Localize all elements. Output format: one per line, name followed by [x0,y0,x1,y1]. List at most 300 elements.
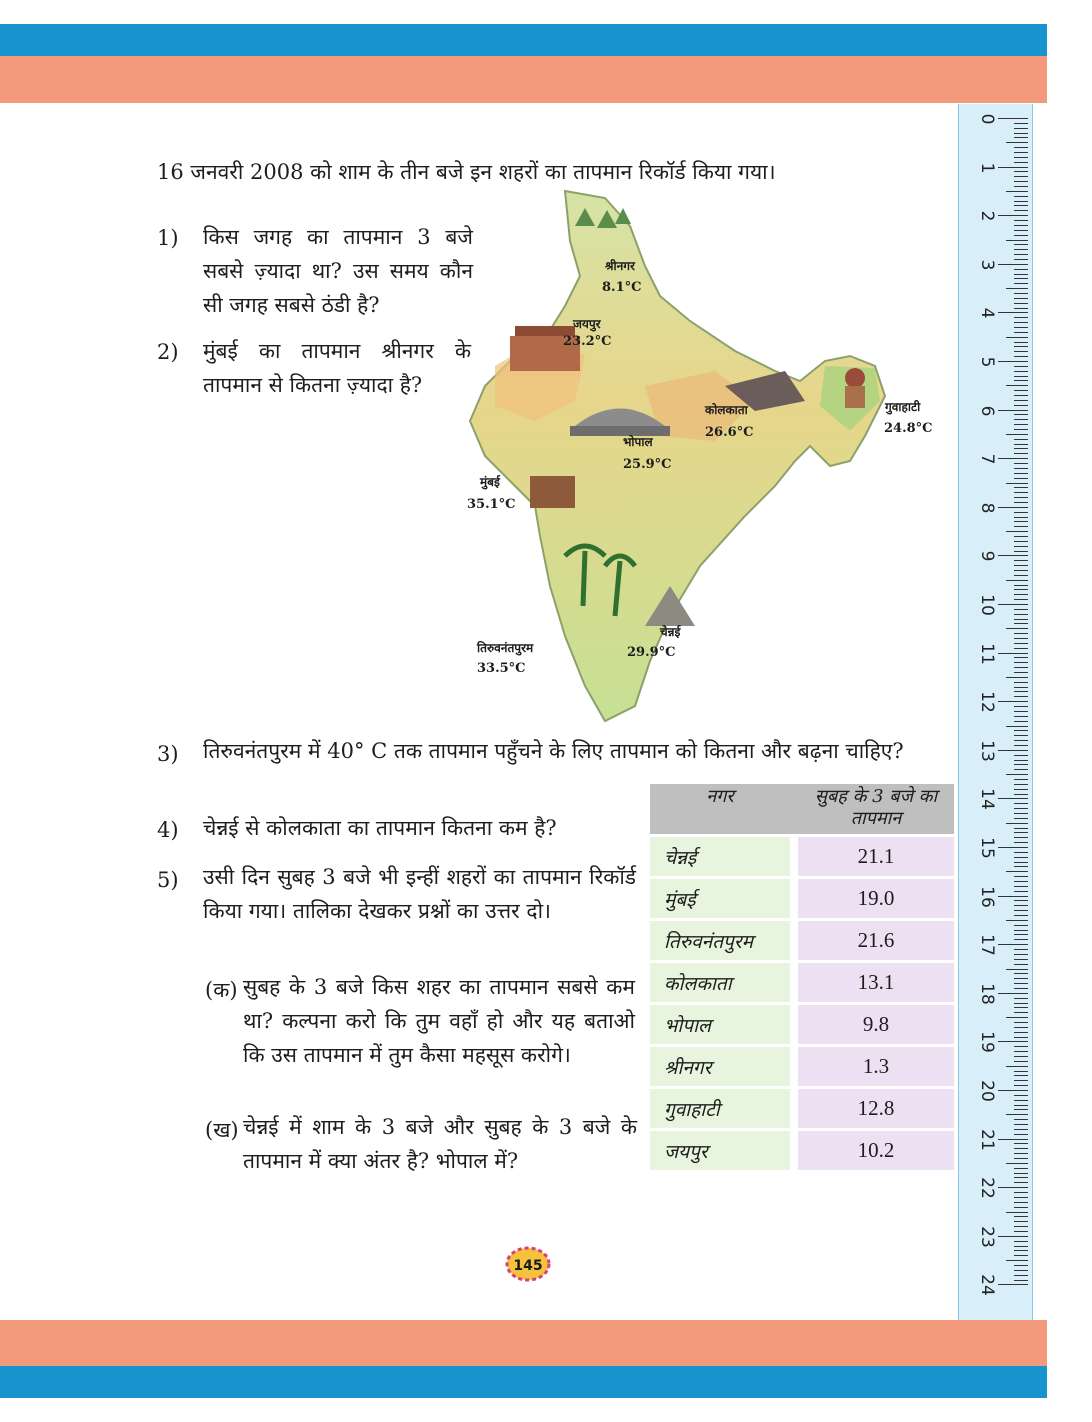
ruler-tick [1014,930,1028,931]
ruler-tick [1014,1197,1028,1198]
ruler-number: 7 [977,453,997,465]
page-number: 145 [513,1258,543,1274]
ruler-tick [1014,915,1028,916]
ruler-tick [1014,706,1028,707]
ruler-tick [1014,380,1028,381]
map-temp-guwahati: 24.8°C [884,421,933,436]
ruler-tick [1014,565,1028,566]
question-4-text: चेन्नई से कोलकाता का तापमान कितना कम है? [203,816,557,840]
ruler-tick [1014,1168,1028,1169]
ruler-tick [998,1187,1028,1188]
ruler-tick [1014,638,1028,639]
ruler-tick [1014,905,1028,906]
ruler-tick [1014,560,1028,561]
ruler-tick [1014,181,1028,182]
ruler-tick [1014,424,1028,425]
ruler-number: 18 [977,982,997,1005]
ruler-tick [1006,434,1028,435]
ruler-tick [1014,866,1028,867]
ruler-tick [1014,1177,1028,1178]
table-cell-temp: 10.2 [798,1131,954,1170]
ruler-tick [1014,254,1028,255]
ruler-tick [1006,628,1028,629]
ruler-tick [1014,779,1028,780]
ruler-tick [1014,842,1028,843]
ruler-tick [1014,1124,1028,1125]
ruler-number: 17 [977,934,997,956]
ruler-tick [1014,429,1028,430]
ruler-tick [998,118,1028,119]
ruler-tick [1014,1071,1028,1072]
ruler-tick [1014,1061,1028,1062]
ruler-tick [1014,1134,1028,1135]
ruler-tick [998,701,1028,702]
ruler-tick [1014,657,1028,658]
ruler-tick [1014,716,1028,717]
ruler-tick [1014,235,1028,236]
map-temp-chennai: 29.9°C [627,645,676,660]
morning-temperature-table [650,781,954,1173]
ruler-number: 19 [977,1031,997,1054]
ruler-tick [1014,308,1028,309]
ruler-tick [1014,1037,1028,1038]
ruler-tick [1014,959,1028,960]
ruler-tick [1006,774,1028,775]
ruler-tick [1014,278,1028,279]
ruler-number: 6 [977,405,997,416]
ruler-tick [1014,760,1028,761]
ruler-tick [1006,969,1028,970]
table-row [650,963,954,1002]
ruler-tick [1014,818,1028,819]
ruler-tick [1014,1265,1028,1266]
ruler-tick [1014,721,1028,722]
ruler-tick [1014,1095,1028,1096]
ruler-tick [1014,376,1028,377]
ruler-tick [1014,371,1028,372]
ruler-number: 12 [977,691,997,713]
ruler-tick [1014,828,1028,829]
side-ruler [958,104,1033,1320]
ruler-tick [1014,633,1028,634]
subquestion-kha-label: (ख) [205,1118,239,1142]
ruler-tick [1014,1027,1028,1028]
top-salmon-band [0,56,1047,103]
ruler-tick [1014,609,1028,610]
table-cell-temp: 9.8 [798,1005,954,1044]
ruler-tick [1014,978,1028,979]
map-temp-kolkata: 26.6°C [705,425,754,440]
ruler-tick [998,215,1028,216]
map-temp-srinagar: 8.1°C [602,280,642,295]
ruler-tick [1014,128,1028,129]
ruler-number: 2 [977,210,997,222]
ruler-tick [1014,521,1028,522]
ruler-tick [1014,784,1028,785]
ruler-tick [1014,769,1028,770]
ruler-tick [1014,342,1028,343]
ruler-tick [998,361,1028,362]
ruler-tick [1014,1143,1028,1144]
table-cell-city: कोलकाता [650,963,790,1002]
subquestion-kha-text: चेन्नई में शाम के 3 बजे और सुबह के 3 बजे के तापमान में क्या अंतर है? भोपाल में? [243,1115,637,1173]
ruler-number: 8 [977,502,997,514]
ruler-tick [1014,133,1028,134]
ruler-tick [1014,1100,1028,1101]
ruler-tick [1014,939,1028,940]
question-5-text: उसी दिन सुबह 3 बजे भी इन्हीं शहरों का तापमान रिकॉर्ड किया गया। तालिका देखकर प्रश्नों का उत्तर दो। [203,865,636,923]
ruler-tick [1014,973,1028,974]
ruler-tick [998,1041,1028,1042]
ruler-tick [1006,1163,1028,1164]
ruler-tick [1014,1051,1028,1052]
ruler-tick [1014,643,1028,644]
ruler-tick [998,410,1028,411]
ruler-tick [1014,162,1028,163]
table-cell-city: भोपाल [650,1005,790,1044]
table-row [650,921,954,960]
ruler-tick [1014,891,1028,892]
ruler-tick [1006,1066,1028,1067]
ruler-tick [1014,570,1028,571]
table-cell-city: चेन्नई [650,837,790,876]
ruler-tick [1014,711,1028,712]
ruler-tick [998,993,1028,994]
map-city-srinagar: श्रीनगर [605,259,635,273]
ruler-tick [1014,298,1028,299]
ruler-tick [1014,813,1028,814]
ruler-tick [1014,478,1028,479]
ruler-tick [1006,531,1028,532]
table-header-temp: सुबह के 3 बजे का तापमान [798,784,954,834]
ruler-tick [1006,142,1028,143]
ruler-tick [1014,536,1028,537]
ruler-tick [998,458,1028,459]
ruler-tick [1014,1280,1028,1281]
ruler-tick [1014,171,1028,172]
table-row [650,1131,954,1170]
ruler-tick [1014,541,1028,542]
ruler-tick [1014,205,1028,206]
ruler-tick [998,507,1028,508]
ruler-tick [998,1139,1028,1140]
ruler-tick [1014,269,1028,270]
map-city-guwahati: गुवाहाटी [885,400,921,414]
question-1-number: 1) [157,226,179,250]
ruler-tick [1014,400,1028,401]
ruler-tick [1014,147,1028,148]
ruler-tick [1006,288,1028,289]
ruler-tick [1014,157,1028,158]
table-cell-city: जयपुर [650,1131,790,1170]
ruler-tick [1014,487,1028,488]
ruler-tick [1014,1109,1028,1110]
ruler-number: 22 [977,1177,997,1199]
ruler-tick [1014,1056,1028,1057]
table-row [650,1005,954,1044]
question-3-text: तिरुवनंतपुरम में 40° C तक तापमान पहुँचने के लिए तापमान को कितना और बढ़ना चाहिए? [203,739,904,763]
bottom-blue-band [0,1366,1047,1398]
ruler-tick [1014,332,1028,333]
ruler-tick [1014,1003,1028,1004]
ruler-tick [1014,623,1028,624]
ruler-tick [1006,580,1028,581]
ruler-tick [1014,517,1028,518]
ruler-tick [1014,964,1028,965]
ruler-tick [1006,240,1028,241]
ruler-tick [1014,1250,1028,1251]
ruler-tick [1014,1255,1028,1256]
table-cell-temp: 19.0 [798,879,954,918]
ruler-tick [1014,526,1028,527]
ruler-tick [1014,599,1028,600]
ruler-tick [1006,483,1028,484]
ruler-tick [1014,876,1028,877]
ruler-tick [1014,405,1028,406]
ruler-tick [1014,1153,1028,1154]
ruler-tick [1006,871,1028,872]
ruler-tick [1014,837,1028,838]
ruler-tick [1014,293,1028,294]
table-cell-temp: 13.1 [798,963,954,1002]
ruler-tick [1014,220,1028,221]
question-3-number: 3) [157,742,179,766]
ruler-tick [1014,439,1028,440]
map-city-thiruvananthapuram: तिरुवनंतपुरम [477,641,534,655]
ruler-tick [1014,667,1028,668]
map-city-kolkata: कोलकाता [705,403,748,417]
ruler-number: 13 [977,739,997,762]
ruler-tick [1014,614,1028,615]
subquestion-ka-text: सुबह के 3 बजे किस शहर का तापमान सबसे कम था? कल्पना करो कि तुम वहाँ हो और यह बताओ कि उस तापमान में तुम कैसा महसूस करोगे। [243,975,635,1067]
ruler-tick [1014,546,1028,547]
ruler-tick [1014,1158,1028,1159]
ruler-tick [1014,463,1028,464]
ruler-tick [1014,585,1028,586]
ruler-tick [1014,1241,1028,1242]
ruler-tick [1014,662,1028,663]
question-1-text: किस जगह का तापमान 3 बजे सबसे ज़्यादा था? उस समय कौन सी जगह सबसे ठंडी है? [203,225,473,317]
ruler-tick [1014,1046,1028,1047]
table-row [650,837,954,876]
ruler-tick [1014,346,1028,347]
table-row [650,1047,954,1086]
ruler-tick [1014,696,1028,697]
ruler-tick [1006,1114,1028,1115]
ruler-tick [1006,337,1028,338]
ruler-tick [1014,794,1028,795]
ruler-tick [1014,1226,1028,1227]
page-badge-icon [505,1245,551,1283]
ruler-tick [998,1090,1028,1091]
ruler-number: 23 [977,1225,997,1248]
ruler-tick [998,1236,1028,1237]
ruler-tick [1014,322,1028,323]
ruler-tick [1014,176,1028,177]
ruler-tick [1014,1148,1028,1149]
guwahati-figure-icon [845,368,865,408]
ruler-tick [1006,1260,1028,1261]
ruler-number: 16 [977,885,997,908]
ruler-tick [1006,385,1028,386]
ruler-tick [1014,366,1028,367]
ruler-number: 5 [977,356,997,368]
ruler-tick [1014,473,1028,474]
ruler-tick [1014,1105,1028,1106]
ruler-tick [1014,196,1028,197]
ruler-tick [1014,1022,1028,1023]
ruler-number: 9 [977,550,997,562]
ruler-tick [1014,512,1028,513]
ruler-tick [1014,594,1028,595]
map-city-mumbai: मुंबई [480,475,500,489]
ruler-tick [1014,852,1028,853]
table-cell-city: श्रीनगर [650,1047,790,1086]
map-temp-jaipur: 23.2°C [563,334,612,349]
ruler-tick [1014,648,1028,649]
ruler-tick [1014,1207,1028,1208]
ruler-tick [1014,1129,1028,1130]
ruler-tick [1014,419,1028,420]
ruler-tick [1014,886,1028,887]
ruler-tick [1014,249,1028,250]
ruler-tick [1014,1221,1028,1222]
question-2-text: मुंबई का तापमान श्रीनगर के तापमान से कितना ज़्यादा है? [203,339,471,397]
ruler-tick [1014,862,1028,863]
ruler-tick [1006,677,1028,678]
ruler-tick [1014,910,1028,911]
ruler-tick [1014,691,1028,692]
ruler-tick [1014,857,1028,858]
ruler-tick [1014,244,1028,245]
map-temp-bhopal: 25.9°C [623,457,672,472]
ruler-tick [1014,1075,1028,1076]
ruler-number: 4 [977,307,997,319]
ruler-tick [1014,808,1028,809]
ruler-tick [1014,1012,1028,1013]
ruler-tick [1014,575,1028,576]
ruler-tick [1014,351,1028,352]
ruler-number: 20 [977,1080,997,1102]
ruler-tick [1014,283,1028,284]
ruler-tick [1014,983,1028,984]
ruler-tick [1014,682,1028,683]
table-cell-city: तिरुवनंतपुरम [650,921,790,960]
page-number-badge [505,1245,551,1283]
ruler-tick [1014,356,1028,357]
india-map [455,186,945,726]
ruler-tick [1006,191,1028,192]
ruler-tick [1014,998,1028,999]
ruler-tick [1014,803,1028,804]
ruler-tick [1014,735,1028,736]
ruler-number: 11 [977,642,997,665]
ruler-tick [1014,453,1028,454]
table-cell-temp: 21.6 [798,921,954,960]
ruler-tick [998,750,1028,751]
ruler-tick [1014,230,1028,231]
table-cell-city: मुंबई [650,879,790,918]
ruler-tick [998,604,1028,605]
map-city-bhopal: भोपाल [623,435,653,449]
table-cell-temp: 1.3 [798,1047,954,1086]
ruler-tick [1014,317,1028,318]
ruler-tick [1014,687,1028,688]
ruler-tick [1014,395,1028,396]
bottom-salmon-band [0,1320,1047,1366]
ruler-tick [998,944,1028,945]
ruler-tick [1014,764,1028,765]
ruler-tick [1014,949,1028,950]
ruler-tick [1014,1032,1028,1033]
ruler-tick [998,896,1028,897]
ruler-tick [1014,832,1028,833]
ruler-tick [998,653,1028,654]
ruler-tick [1014,988,1028,989]
map-city-jaipur: जयपुर [573,317,601,331]
ruler-tick [1014,123,1028,124]
ruler-tick [1014,186,1028,187]
ruler-tick [1014,954,1028,955]
ruler-tick [1014,502,1028,503]
ruler-tick [1014,745,1028,746]
ruler-number: 24 [977,1274,997,1297]
ruler-tick [1014,755,1028,756]
ruler-tick [1014,152,1028,153]
ruler-tick [1014,789,1028,790]
ruler-tick [1014,672,1028,673]
ruler-tick [1014,444,1028,445]
map-temp-thiruvananthapuram: 33.5°C [477,661,526,676]
question-4-number: 4) [157,818,179,842]
ruler-tick [1014,1231,1028,1232]
ruler-number: 15 [977,837,997,859]
ruler-tick [1014,1275,1028,1276]
subquestion-ka-label: (क) [205,978,238,1002]
table-cell-temp: 12.8 [798,1089,954,1128]
ruler-tick [1014,1119,1028,1120]
ruler-tick [1014,619,1028,620]
ruler-tick [1014,1085,1028,1086]
question-2-number: 2) [157,340,179,364]
ruler-tick [1014,1007,1028,1008]
map-city-chennai: चेन्नई [660,625,681,639]
ruler-tick [1014,448,1028,449]
ruler-tick [1014,730,1028,731]
intro-text: 16 जनवरी 2008 को शाम के तीन बजे इन शहरों का तापमान रिकॉर्ड किया गया। [157,160,776,184]
table-cell-city: गुवाहाटी [650,1089,790,1128]
mumbai-gate-icon [530,476,575,508]
ruler-tick [1006,1212,1028,1213]
table-cell-temp: 21.1 [798,837,954,876]
ruler-number: 21 [977,1128,997,1151]
ruler-tick [1014,740,1028,741]
top-blue-band [0,24,1047,56]
ruler-tick [998,555,1028,556]
ruler-tick [1014,225,1028,226]
ruler-number: 3 [977,259,997,271]
ruler-number: 0 [977,113,997,125]
ruler-tick [1014,259,1028,260]
ruler-tick [1006,726,1028,727]
ruler-number: 10 [977,594,997,616]
question-5-number: 5) [157,868,179,892]
ruler-tick [1014,274,1028,275]
ruler-tick [1014,1246,1028,1247]
ruler-tick [1014,390,1028,391]
ruler-number: 14 [977,788,997,811]
ruler-tick [1014,925,1028,926]
